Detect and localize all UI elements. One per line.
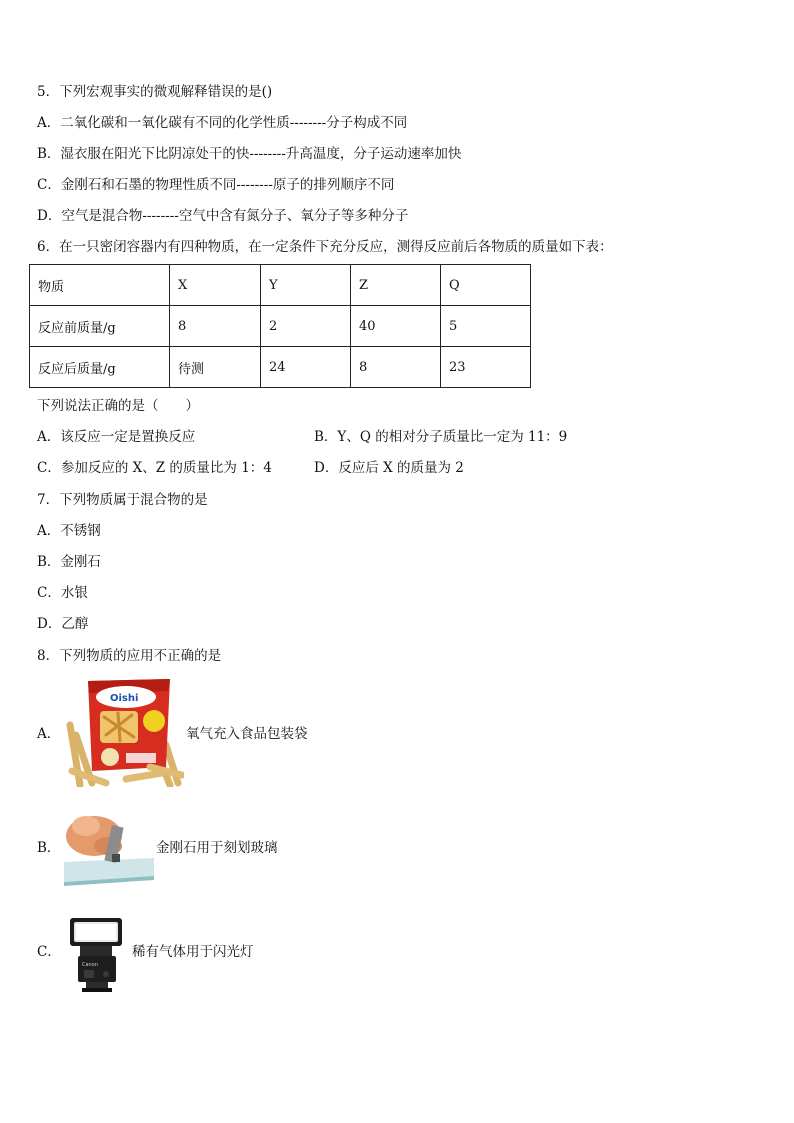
- q5-option-c: C．金刚石和石墨的物理性质不同--------原子的排列顺序不同: [37, 177, 395, 193]
- table-cell: 5: [441, 306, 531, 347]
- q7-option-d: D．乙醇: [37, 616, 89, 632]
- table-cell: Z: [351, 265, 441, 306]
- table-cell: 2: [261, 306, 351, 347]
- q7-option-c: C．水银: [37, 585, 88, 601]
- table-cell: 8: [170, 306, 261, 347]
- snack-bag-image: [66, 675, 184, 787]
- q6-option-d: D．反应后 X 的质量为 2: [314, 460, 464, 476]
- camera-flash-image: [66, 916, 130, 994]
- q7-stem: 7．下列物质属于混合物的是: [37, 492, 208, 508]
- q6-option-b: B．Y、Q 的相对分子质量比一定为 11：9: [314, 429, 568, 445]
- q8-option-b-letter: B．: [37, 840, 61, 856]
- q8-option-c-letter: C．: [37, 944, 61, 960]
- q8-option-a-letter: A．: [37, 726, 61, 742]
- table-header-row: [30, 265, 531, 306]
- table-cell: 23: [441, 347, 531, 388]
- q8-option-b-text: 金刚石用于刻划玻璃: [156, 840, 278, 856]
- q6-stem: 6．在一只密闭容器内有四种物质，在一定条件下充分反应，测得反应前后各物质的质量如下表：: [37, 239, 613, 255]
- table-cell: 待测: [170, 347, 261, 388]
- table-cell: 反应前质量/g: [30, 306, 170, 347]
- q6-prompt: 下列说法正确的是（ ）: [37, 398, 199, 414]
- q5-option-a: A．二氧化碳和一氧化碳有不同的化学性质--------分子构成不同: [37, 115, 408, 131]
- q5-stem: 5．下列宏观事实的微观解释错误的是(): [37, 84, 273, 100]
- q8-option-a-text: 氧气充入食品包装袋: [186, 726, 308, 742]
- glass-cutter-image: [64, 806, 154, 890]
- table-cell: Y: [261, 265, 351, 306]
- mass-table: [29, 264, 531, 388]
- table-cell: 物质: [30, 265, 170, 306]
- q8-option-c-text: 稀有气体用于闪光灯: [132, 944, 254, 960]
- q5-option-d: D．空气是混合物--------空气中含有氮分子、氧分子等多种分子: [37, 208, 409, 224]
- table-cell: 反应后质量/g: [30, 347, 170, 388]
- table-cell: 8: [351, 347, 441, 388]
- svg-text:Canon: Canon: [82, 962, 98, 968]
- q7-option-a: A．不锈钢: [37, 523, 101, 539]
- q6-option-c: C．参加反应的 X、Z 的质量比为 1：4: [37, 460, 272, 476]
- q5-option-b: B．湿衣服在阳光下比阴凉处干的快--------升高温度，分子运动速率加快: [37, 146, 462, 162]
- table-cell: Q: [441, 265, 531, 306]
- q7-option-b: B．金刚石: [37, 554, 101, 570]
- q8-stem: 8．下列物质的应用不正确的是: [37, 648, 222, 664]
- table-cell: 40: [351, 306, 441, 347]
- table-cell: 24: [261, 347, 351, 388]
- svg-text:Oishi: Oishi: [110, 693, 139, 704]
- table-cell: X: [170, 265, 261, 306]
- table-row: [30, 347, 531, 388]
- table-row: [30, 306, 531, 347]
- q6-option-a: A．该反应一定是置换反应: [37, 429, 196, 445]
